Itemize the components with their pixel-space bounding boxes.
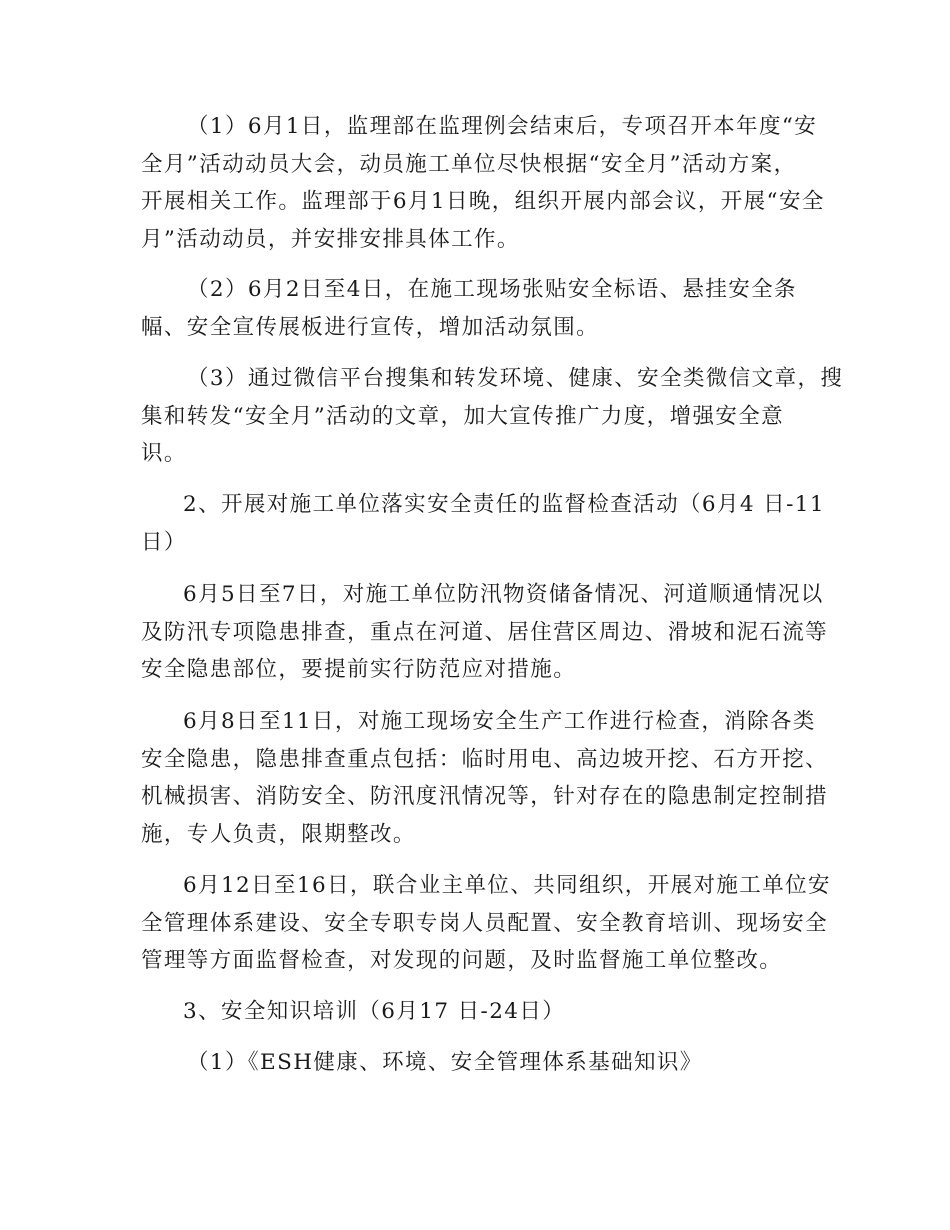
paragraph-line: 安全隐患，隐患排查重点包括：临时用电、高边坡开挖、石方开挖、 [141,746,829,772]
paragraph-line: 2、开展对施工单位落实安全责任的监督检查活动（6月4 日-11 [183,492,825,517]
paragraph-line: 全管理体系建设、安全专职专岗人员配置、安全教育培训、现场安全 [141,910,829,936]
paragraph-line: 及防汛专项隐患排查，重点在河道、居住营区周边、滑坡和泥石流等 [141,619,829,645]
paragraph-line: 6月8日至11日，对施工现场安全生产工作进行检查，消除各类 [183,709,816,734]
paragraph-2 [141,271,817,346]
paragraph-line: 全月”活动动员大会，动员施工单位尽快根据“安全月”活动方案， [141,151,797,177]
paragraph-line: 安全隐患部位，要提前实行防范应对措施。 [141,657,577,682]
paragraph-line: （1）《ESH健康、环境、安全管理体系基础知识》 [187,1050,703,1075]
paragraph-6 [141,703,829,853]
paragraph-3 [141,360,844,473]
paragraph-7 [141,867,831,980]
paragraph-line: 幅、安全宣传展板进行宣传，增加活动氛围。 [141,314,600,340]
paragraph-line: （3）通过微信平台搜集和转发环境、健康、安全类微信文章，搜 [187,366,844,391]
paragraph-1 [141,108,825,258]
paragraph-line: 3、安全知识培训（6月17 日-24日） [183,999,566,1024]
paragraph-9 [141,1044,817,1082]
paragraph-line: 日） [141,529,187,555]
paragraph-line: 机械损害、消防安全、防汛度汛情况等，针对存在的隐患制定控制措 [141,784,829,809]
paragraph-line: （2）6月2日至4日，在施工现场张贴安全标语、悬挂安全条 [187,277,797,302]
paragraph-8 [141,993,817,1031]
paragraph-5 [141,576,829,689]
paragraph-4 [141,486,825,561]
paragraph-line: 识。 [141,441,187,466]
paragraph-line: 施，专人负责，限期整改。 [141,821,416,847]
paragraph-line: 管理等方面监督检查，对发现的问题，及时监督施工单位整改。 [141,948,783,973]
paragraph-line: （1）6月1日，监理部在监理例会结束后，专项召开本年度“安 [187,114,818,139]
paragraph-line: 6月5日至7日，对施工单位防汛物资储备情况、河道顺通情况以 [183,582,824,607]
paragraph-line: 开展相关工作。监理部于6月1日晚，组织开展内部会议，开展“安全 [141,189,825,214]
paragraph-line: 月”活动动员，并安排安排具体工作。 [141,226,520,252]
paragraph-line: 6月12日至16日，联合业主单位、共同组织，开展对施工单位安 [183,873,831,898]
paragraph-line: 集和转发“安全月”活动的文章，加大宣传推广力度，增强安全意 [141,403,785,429]
